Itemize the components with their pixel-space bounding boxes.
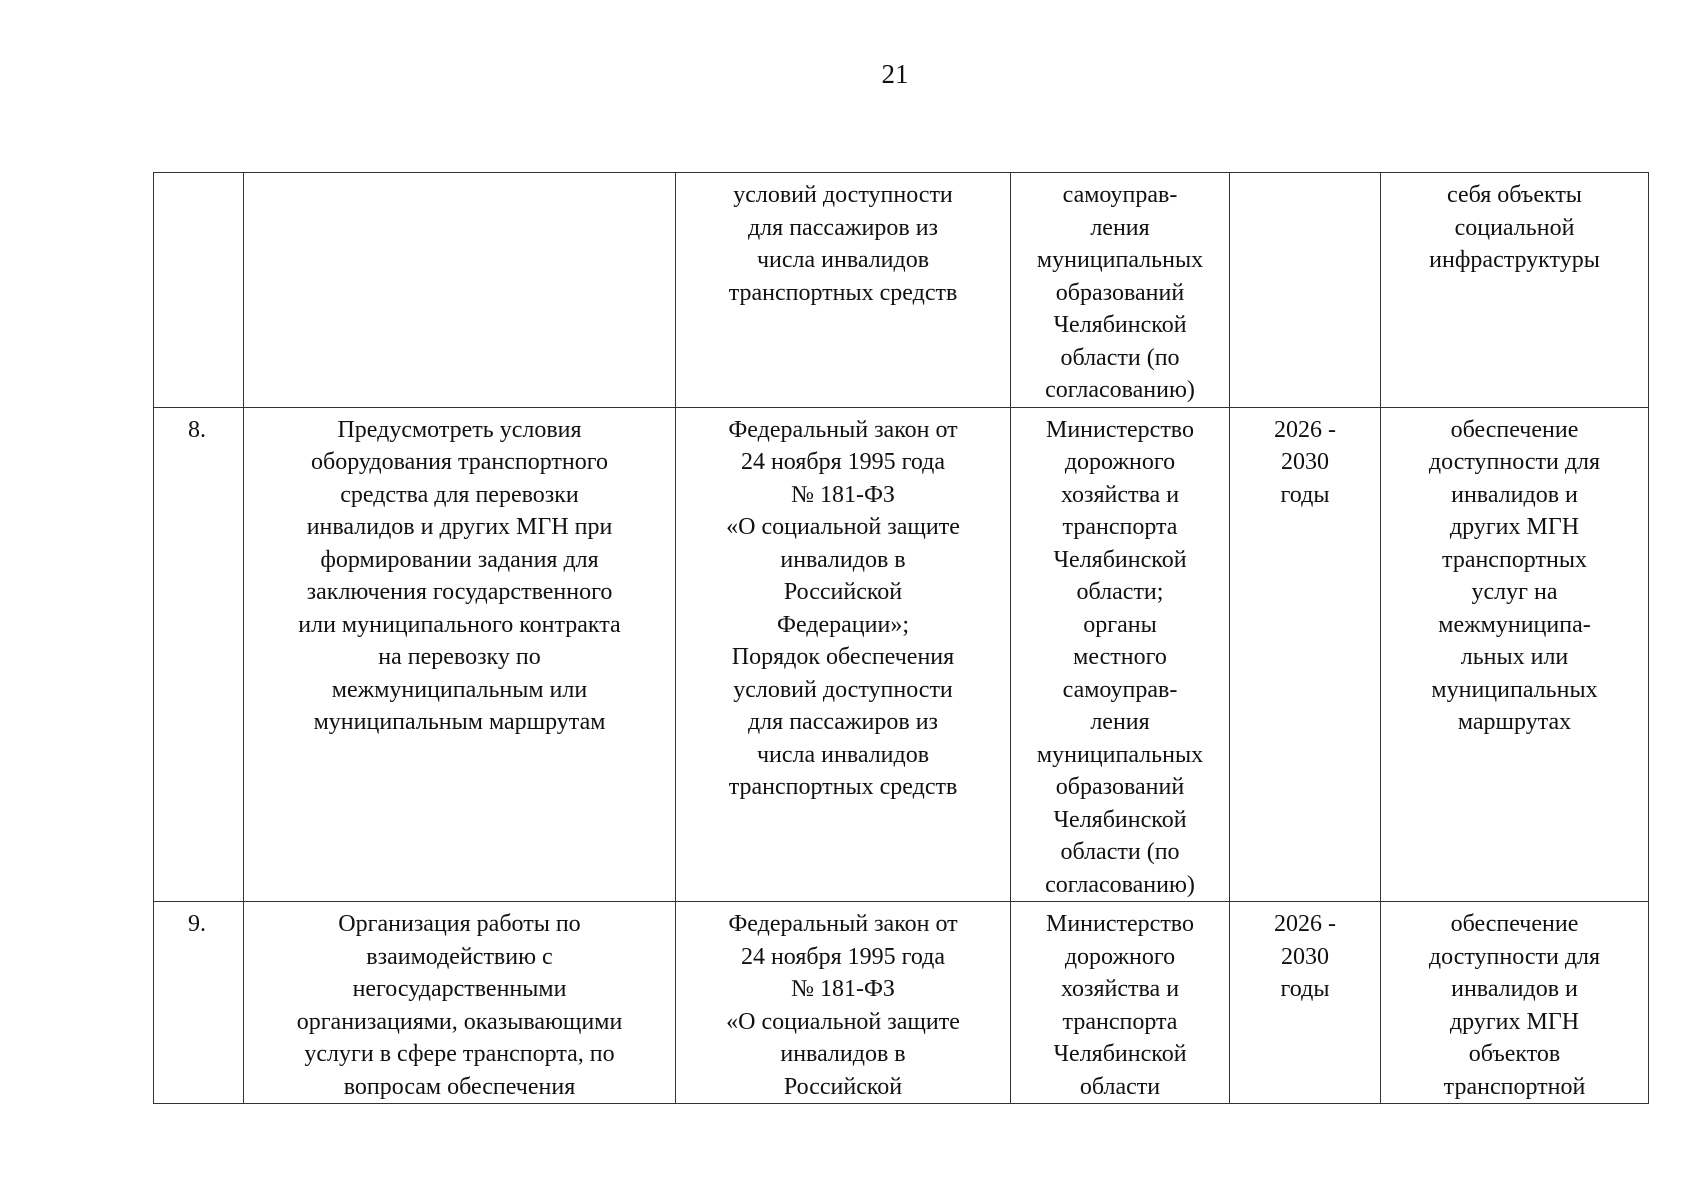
row-number-cell [154,407,244,902]
executors-text: Министерство дорожного хозяйства и транспорта Челябинской области [1046,911,1194,1100]
table-row [154,902,1649,1104]
result-text: обеспечение доступности для инвалидов и других МГН объектов транспортной [1428,911,1601,1100]
row-number: 9. [188,911,206,937]
result-cell [1381,407,1649,902]
executors-cell [1011,173,1230,408]
result-text: обеспечение доступности для инвалидов и других МГН транспортных услуг на межмуниципа- льных или муниципальных маршрутах [1428,416,1601,735]
result-cell [1381,902,1649,1104]
result-cell [1381,173,1649,408]
executors-text: самоуправ- ления муниципальных образований Челябинской области (по согласованию) [1036,182,1204,403]
row-number-cell [154,173,244,408]
measure-text: Организация работы по взаимодействию с негосударственными организациями, оказывающими услуги в сфере транспорта, по вопросам обеспечения [296,911,623,1100]
executors-text: Министерство дорожного хозяйства и транспорта Челябинской области; органы местного самоуправ- ления муниципальных образований Челябинской области (по согласованию) [1036,416,1204,898]
period-text: 2026 - 2030 годы [1274,911,1336,1002]
basis-text: Федеральный закон от 24 ноября 1995 года № 181-ФЗ «О социальной защите инвалидов в Российской [726,911,960,1100]
result-text: себя объекты социальной инфраструктуры [1429,182,1600,273]
measure-text: Предусмотреть условия оборудования транспортного средства для перевозки инвалидов и других МГН при формировании задания для заключения государственного или муниципального контракта на перевозку по межмуниципальным или муниципальным маршрутам [298,416,621,735]
executors-cell [1011,902,1230,1104]
period-cell [1230,173,1381,408]
row-number-cell [154,902,244,1104]
row-number: 8. [188,416,206,443]
measure-cell [244,407,676,902]
basis-text: Федеральный закон от 24 ноября 1995 года № 181-ФЗ «О социальной защите инвалидов в Российской Федерации»; Порядок обеспечения условий доступности для пассажиров из числа инвалидов транспортных средств [726,416,960,800]
basis-text: условий доступности для пассажиров из числа инвалидов транспортных средств [728,182,958,306]
measure-cell [244,902,676,1104]
measures-table [153,172,1649,1104]
page-number: 21 [881,59,909,89]
period-text: 2026 - 2030 годы [1274,416,1336,508]
period-cell [1230,902,1381,1104]
table-row [154,173,1649,408]
executors-cell [1011,407,1230,902]
basis-cell [676,407,1011,902]
measure-cell [244,173,676,408]
basis-cell [676,173,1011,408]
period-cell [1230,407,1381,902]
basis-cell [676,902,1011,1104]
table-row [154,407,1649,902]
